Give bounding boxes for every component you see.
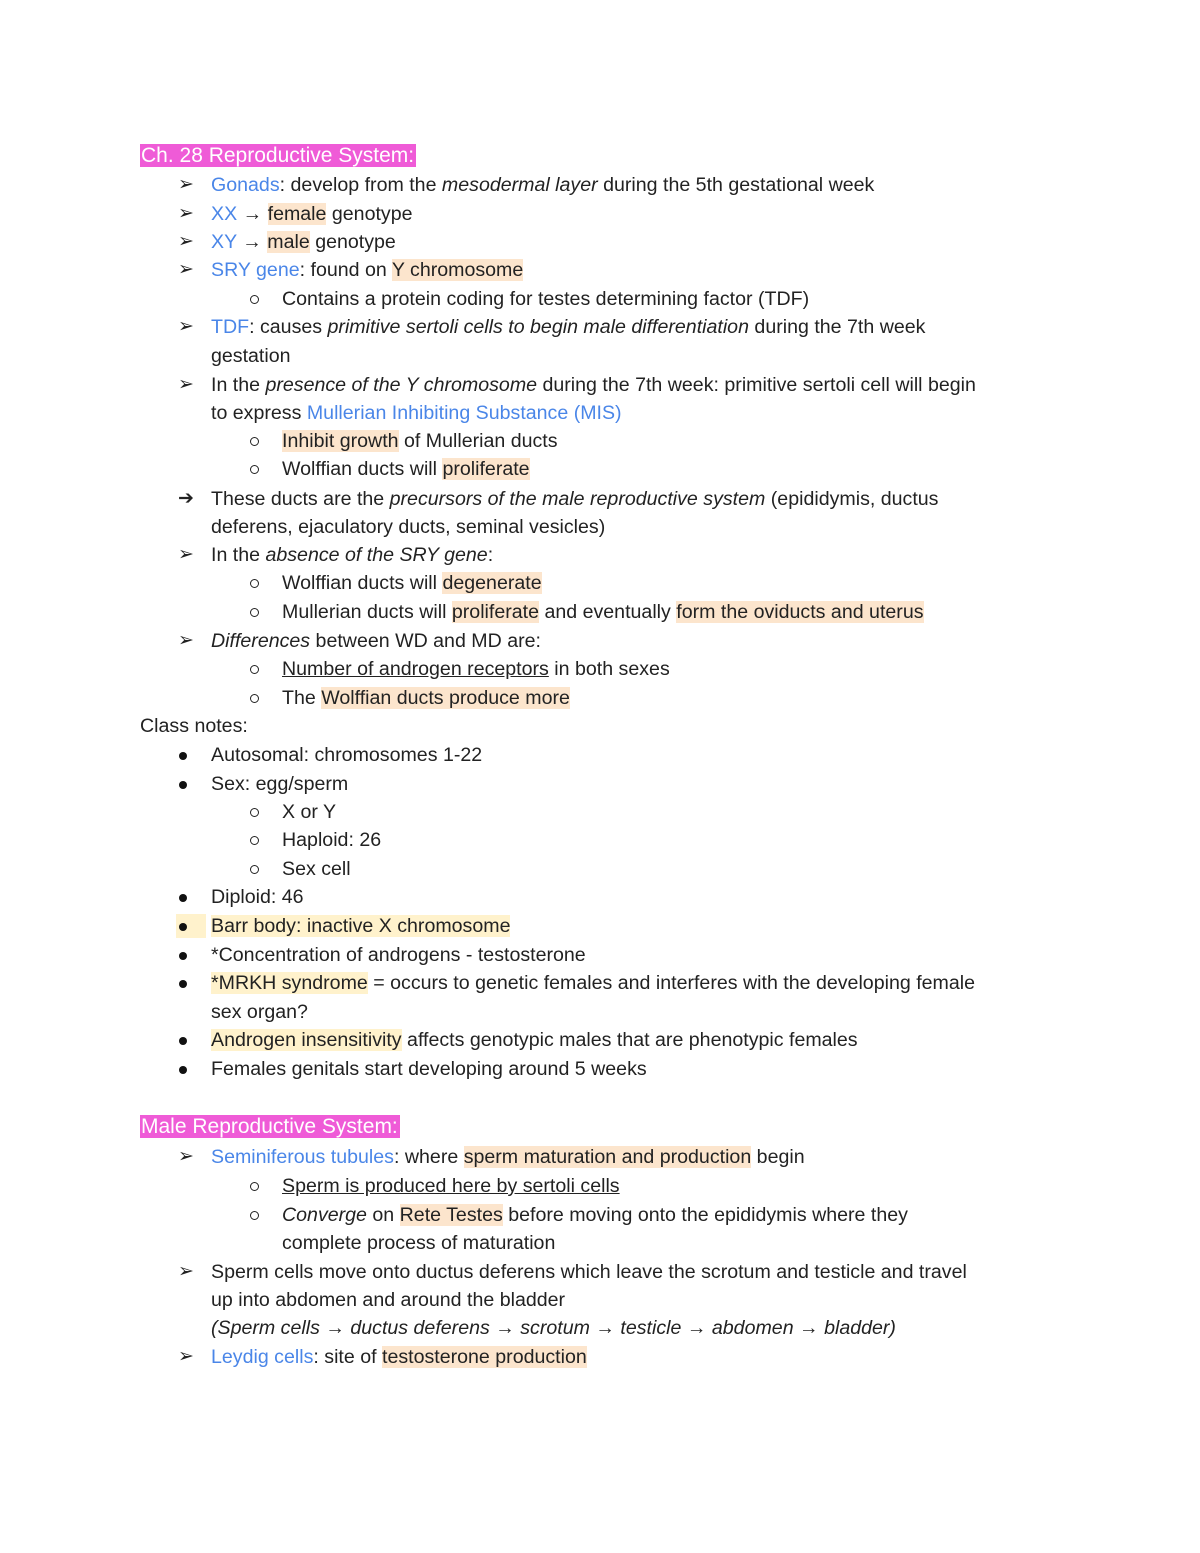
note-text: → xyxy=(236,231,268,253)
note-line xyxy=(211,1286,565,1314)
note-line xyxy=(282,1172,620,1200)
note-text: precursors of the male reproductive system xyxy=(389,488,766,510)
note-text: Inhibit growth xyxy=(282,430,399,452)
note-text: Diploid: 46 xyxy=(211,886,304,908)
circle-bullet-icon xyxy=(250,1211,259,1220)
note-text: in both sexes xyxy=(548,658,670,680)
note-text: during the 5th gestational week xyxy=(597,174,875,196)
note-line xyxy=(211,770,348,798)
note-text: Androgen insensitivity xyxy=(211,1029,402,1051)
arrowhead-bullet-icon: ➢ xyxy=(178,203,194,224)
note-line xyxy=(211,969,975,997)
circle-bullet-icon xyxy=(250,665,259,674)
arrowhead-bullet-icon: ➢ xyxy=(178,374,194,395)
note-line xyxy=(282,598,924,626)
section-heading: Male Reproductive System: xyxy=(141,1115,398,1138)
note-text: testosterone production xyxy=(382,1346,587,1368)
note-text: before moving onto the epididymis where they xyxy=(502,1204,908,1226)
note-text: mesodermal layer xyxy=(441,174,598,196)
note-text: up into abdomen and around the bladder xyxy=(211,1289,566,1311)
note-text: on xyxy=(366,1204,400,1226)
note-text: Y chromosome xyxy=(391,259,524,281)
note-text: : found on xyxy=(299,259,392,281)
dot-bullet-icon xyxy=(179,894,187,902)
dot-bullet-icon xyxy=(179,1066,187,1074)
circle-bullet-icon xyxy=(250,694,259,703)
circle-bullet-icon xyxy=(250,1182,259,1191)
note-line xyxy=(211,342,291,370)
note-text: primitive sertoli cells to begin male differentiation xyxy=(327,316,749,338)
note-line xyxy=(211,1343,587,1371)
note-line xyxy=(211,1314,896,1342)
note-text: : xyxy=(487,544,494,566)
note-text: Wolffian ducts will xyxy=(282,458,443,480)
note-text: : causes xyxy=(249,316,328,338)
arrowhead-bullet-icon: ➢ xyxy=(178,630,194,651)
note-text: → xyxy=(237,203,268,225)
note-text: Wolffian ducts will xyxy=(282,572,443,594)
note-text: genotype xyxy=(309,231,396,253)
note-text: *MRKH syndrome xyxy=(211,972,368,994)
note-line xyxy=(211,998,308,1026)
note-text: male xyxy=(267,231,310,253)
note-text: *Concentration of androgens - testosterone xyxy=(211,944,586,966)
note-line xyxy=(211,313,925,341)
dot-bullet-icon xyxy=(179,781,187,789)
note-text: absence of the SRY gene xyxy=(265,544,488,566)
note-text: XY xyxy=(211,231,237,253)
dot-bullet-icon xyxy=(179,952,187,960)
note-line xyxy=(211,171,874,199)
note-line xyxy=(211,485,938,513)
note-text: Converge xyxy=(282,1204,367,1226)
note-line xyxy=(211,513,605,541)
arrowhead-bullet-icon: ➢ xyxy=(178,316,194,337)
note-text: Sperm cells move onto ductus deferens which leave the scrotum and testicle and travel xyxy=(211,1261,967,1283)
circle-bullet-icon xyxy=(250,437,259,446)
note-text: : develop from the xyxy=(279,174,442,196)
note-text: Class notes: xyxy=(140,715,248,737)
note-text: complete process of maturation xyxy=(282,1232,556,1254)
note-text: of Mullerian ducts xyxy=(398,430,558,452)
note-text: proliferate xyxy=(451,601,540,623)
note-text: proliferate xyxy=(442,458,530,480)
note-line xyxy=(282,798,336,826)
section-heading: Ch. 28 Reproductive System: xyxy=(141,144,415,167)
note-text: In the xyxy=(211,374,266,396)
note-text: : site of xyxy=(313,1346,382,1368)
note-line xyxy=(211,741,482,769)
note-text: female xyxy=(267,203,327,225)
note-line xyxy=(282,285,809,313)
note-text: In the xyxy=(211,544,266,566)
note-text: genotype xyxy=(326,203,413,225)
note-line xyxy=(282,1229,555,1257)
circle-bullet-icon xyxy=(250,579,259,588)
arrowhead-bullet-icon: ➢ xyxy=(178,1346,194,1367)
circle-bullet-icon xyxy=(250,808,259,817)
note-text: Barr body: inactive X chromosome xyxy=(211,915,511,937)
note-text: Seminiferous tubules xyxy=(211,1146,394,1168)
dot-bullet-icon xyxy=(179,752,187,760)
note-text: presence of the Y chromosome xyxy=(265,374,538,396)
note-line xyxy=(282,684,570,712)
note-text: Mullerian ducts will xyxy=(282,601,452,623)
note-text: = occurs to genetic females and interferes with the developing female xyxy=(367,972,976,994)
note-line xyxy=(211,541,493,569)
note-text: Sex: egg/sperm xyxy=(211,773,349,795)
note-text: begin xyxy=(751,1146,805,1168)
dot-bullet-icon xyxy=(179,923,187,931)
arrowhead-bullet-icon: ➢ xyxy=(178,231,194,252)
note-line xyxy=(211,1026,858,1054)
note-text: and eventually xyxy=(539,601,677,623)
note-line xyxy=(211,912,510,940)
note-text: Wolffian ducts produce more xyxy=(321,687,570,709)
arrowhead-bullet-icon: ➢ xyxy=(178,544,194,565)
note-line xyxy=(140,712,248,740)
circle-bullet-icon xyxy=(250,836,259,845)
circle-bullet-icon xyxy=(250,465,259,474)
note-line xyxy=(282,427,558,455)
note-text: sperm maturation and production xyxy=(463,1146,752,1168)
note-text: Number of androgen receptors xyxy=(282,658,549,680)
arrowhead-bullet-icon: ➢ xyxy=(178,1146,194,1167)
note-text: X or Y xyxy=(282,801,337,823)
note-line xyxy=(211,399,622,427)
note-text: XX xyxy=(211,203,238,225)
note-text: sex organ? xyxy=(211,1001,308,1023)
note-text: to express xyxy=(211,402,307,424)
note-text: (Sperm cells → ductus deferens → scrotum → testicle → abdomen → bladder) xyxy=(211,1317,896,1339)
circle-bullet-icon xyxy=(250,608,259,617)
note-text: degenerate xyxy=(442,572,542,594)
arrowhead-bullet-icon: ➢ xyxy=(178,259,194,280)
note-line xyxy=(282,655,670,683)
note-line xyxy=(282,855,351,883)
note-line xyxy=(211,627,541,655)
note-line xyxy=(211,1143,805,1171)
note-text: These ducts are the xyxy=(211,488,390,510)
note-line xyxy=(282,826,381,854)
note-text: deferens, ejaculatory ducts, seminal vesicles) xyxy=(211,516,606,538)
arrowhead-bullet-icon: ➢ xyxy=(178,174,194,195)
note-text: Contains a protein coding for testes determining factor (TDF) xyxy=(282,288,810,310)
note-text: Differences xyxy=(211,630,311,652)
dot-bullet-icon xyxy=(179,1037,187,1045)
note-text: form the oviducts and uterus xyxy=(676,601,924,623)
note-text: Leydig cells xyxy=(211,1346,314,1368)
note-line xyxy=(211,200,413,228)
note-line xyxy=(211,256,523,284)
note-text: during the 7th week: primitive sertoli cell will begin xyxy=(537,374,976,396)
note-line xyxy=(282,569,542,597)
note-line xyxy=(211,1258,967,1286)
note-text: gestation xyxy=(211,345,291,367)
note-text: : where xyxy=(393,1146,464,1168)
note-line xyxy=(282,455,530,483)
note-text: (epididymis, ductus xyxy=(765,488,939,510)
note-line xyxy=(211,941,586,969)
note-text: Sex cell xyxy=(282,858,351,880)
circle-bullet-icon xyxy=(250,865,259,874)
note-text: during the 7th week xyxy=(748,316,926,338)
note-line xyxy=(211,1055,647,1083)
note-line xyxy=(211,228,396,256)
arrow-bullet-icon: ➔ xyxy=(178,488,194,509)
dot-bullet-icon xyxy=(179,980,187,988)
note-text: Autosomal: chromosomes 1-22 xyxy=(211,744,483,766)
note-text: Haploid: 26 xyxy=(282,829,382,851)
note-text: Females genitals start developing around 5 weeks xyxy=(211,1058,647,1080)
note-text: Sperm is produced here by sertoli cells xyxy=(282,1175,620,1197)
note-line xyxy=(211,883,304,911)
note-text: SRY gene xyxy=(211,259,300,281)
note-text: Mullerian Inhibiting Substance (MIS) xyxy=(306,402,622,424)
circle-bullet-icon xyxy=(250,295,259,304)
arrowhead-bullet-icon: ➢ xyxy=(178,1261,194,1282)
note-text: TDF xyxy=(211,316,250,338)
note-line xyxy=(282,1201,908,1229)
note-text: The xyxy=(282,687,322,709)
note-line xyxy=(211,371,976,399)
note-text: Gonads xyxy=(211,174,280,196)
note-text: between WD and MD are: xyxy=(310,630,541,652)
note-text: Rete Testes xyxy=(399,1204,503,1226)
note-text: affects genotypic males that are phenotypic females xyxy=(401,1029,858,1051)
